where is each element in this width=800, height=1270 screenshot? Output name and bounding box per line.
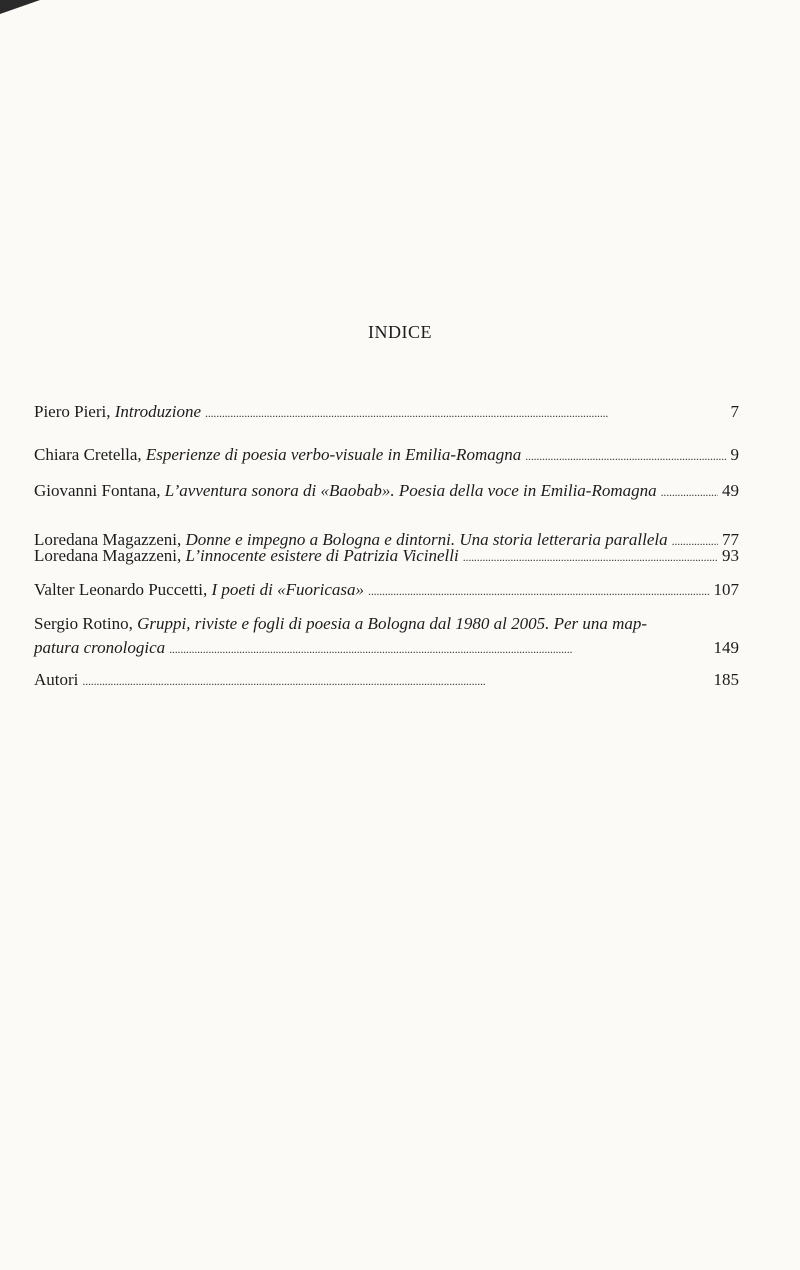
entry-author: Loredana Magazzeni,	[34, 530, 182, 549]
toc-entry[interactable]	[34, 479, 739, 504]
entry-author: Sergio Rotino,	[34, 614, 133, 633]
entry-title: Esperienze di poesia verbo-visuale in Emilia-Romagna	[145, 445, 522, 464]
entry-page: 7	[730, 402, 739, 421]
toc-entry[interactable]	[34, 668, 739, 693]
entry-title: L’innocente esistere di Patrizia Vicinelli	[185, 546, 459, 565]
entry-page: 107	[713, 580, 739, 599]
entry-page: 93	[722, 546, 739, 565]
entry-page: 77	[722, 530, 739, 549]
entry-page: 185	[713, 670, 739, 689]
dot-leader	[368, 578, 709, 603]
toc-entry[interactable]	[34, 443, 739, 468]
toc-entry[interactable]	[34, 578, 739, 603]
dot-leader	[169, 636, 709, 661]
toc-entry[interactable]	[34, 400, 739, 425]
entry-title: L’avventura sonora di «Baobab». Poesia della voce in Emilia-Romagna	[164, 481, 657, 500]
entry-author: Loredana Magazzeni,	[34, 546, 182, 565]
entry-page: 49	[722, 481, 739, 500]
toc-entry[interactable]	[34, 612, 739, 661]
entry-title-line2: patura cronologica	[34, 638, 166, 657]
entry-author: Valter Leonardo Puccetti,	[34, 580, 208, 599]
dot-leader	[525, 443, 726, 468]
dot-leader	[463, 544, 718, 569]
entry-page: 9	[730, 445, 739, 464]
entry-title: I poeti di «Fuoricasa»	[211, 580, 365, 599]
entry-title-line1: Gruppi, riviste e fogli di poesia a Bologna dal 1980 al 2005. Per una map-	[137, 614, 648, 633]
entry-page: 149	[713, 638, 739, 657]
entry-title: Introduzione	[114, 402, 202, 421]
entry-author: Giovanni Fontana,	[34, 481, 161, 500]
toc-entry[interactable]	[34, 544, 739, 569]
entry-title: Autori	[34, 670, 79, 689]
dot-leader	[82, 668, 709, 693]
index-title: INDICE	[368, 322, 432, 342]
dot-leader	[205, 400, 726, 425]
dot-leader	[661, 479, 718, 504]
entry-author: Piero Pieri,	[34, 402, 111, 421]
entry-title: Donne e impegno a Bologna e dintorni. Una storia letteraria parallela	[185, 530, 668, 549]
entry-author: Chiara Cretella,	[34, 445, 142, 464]
